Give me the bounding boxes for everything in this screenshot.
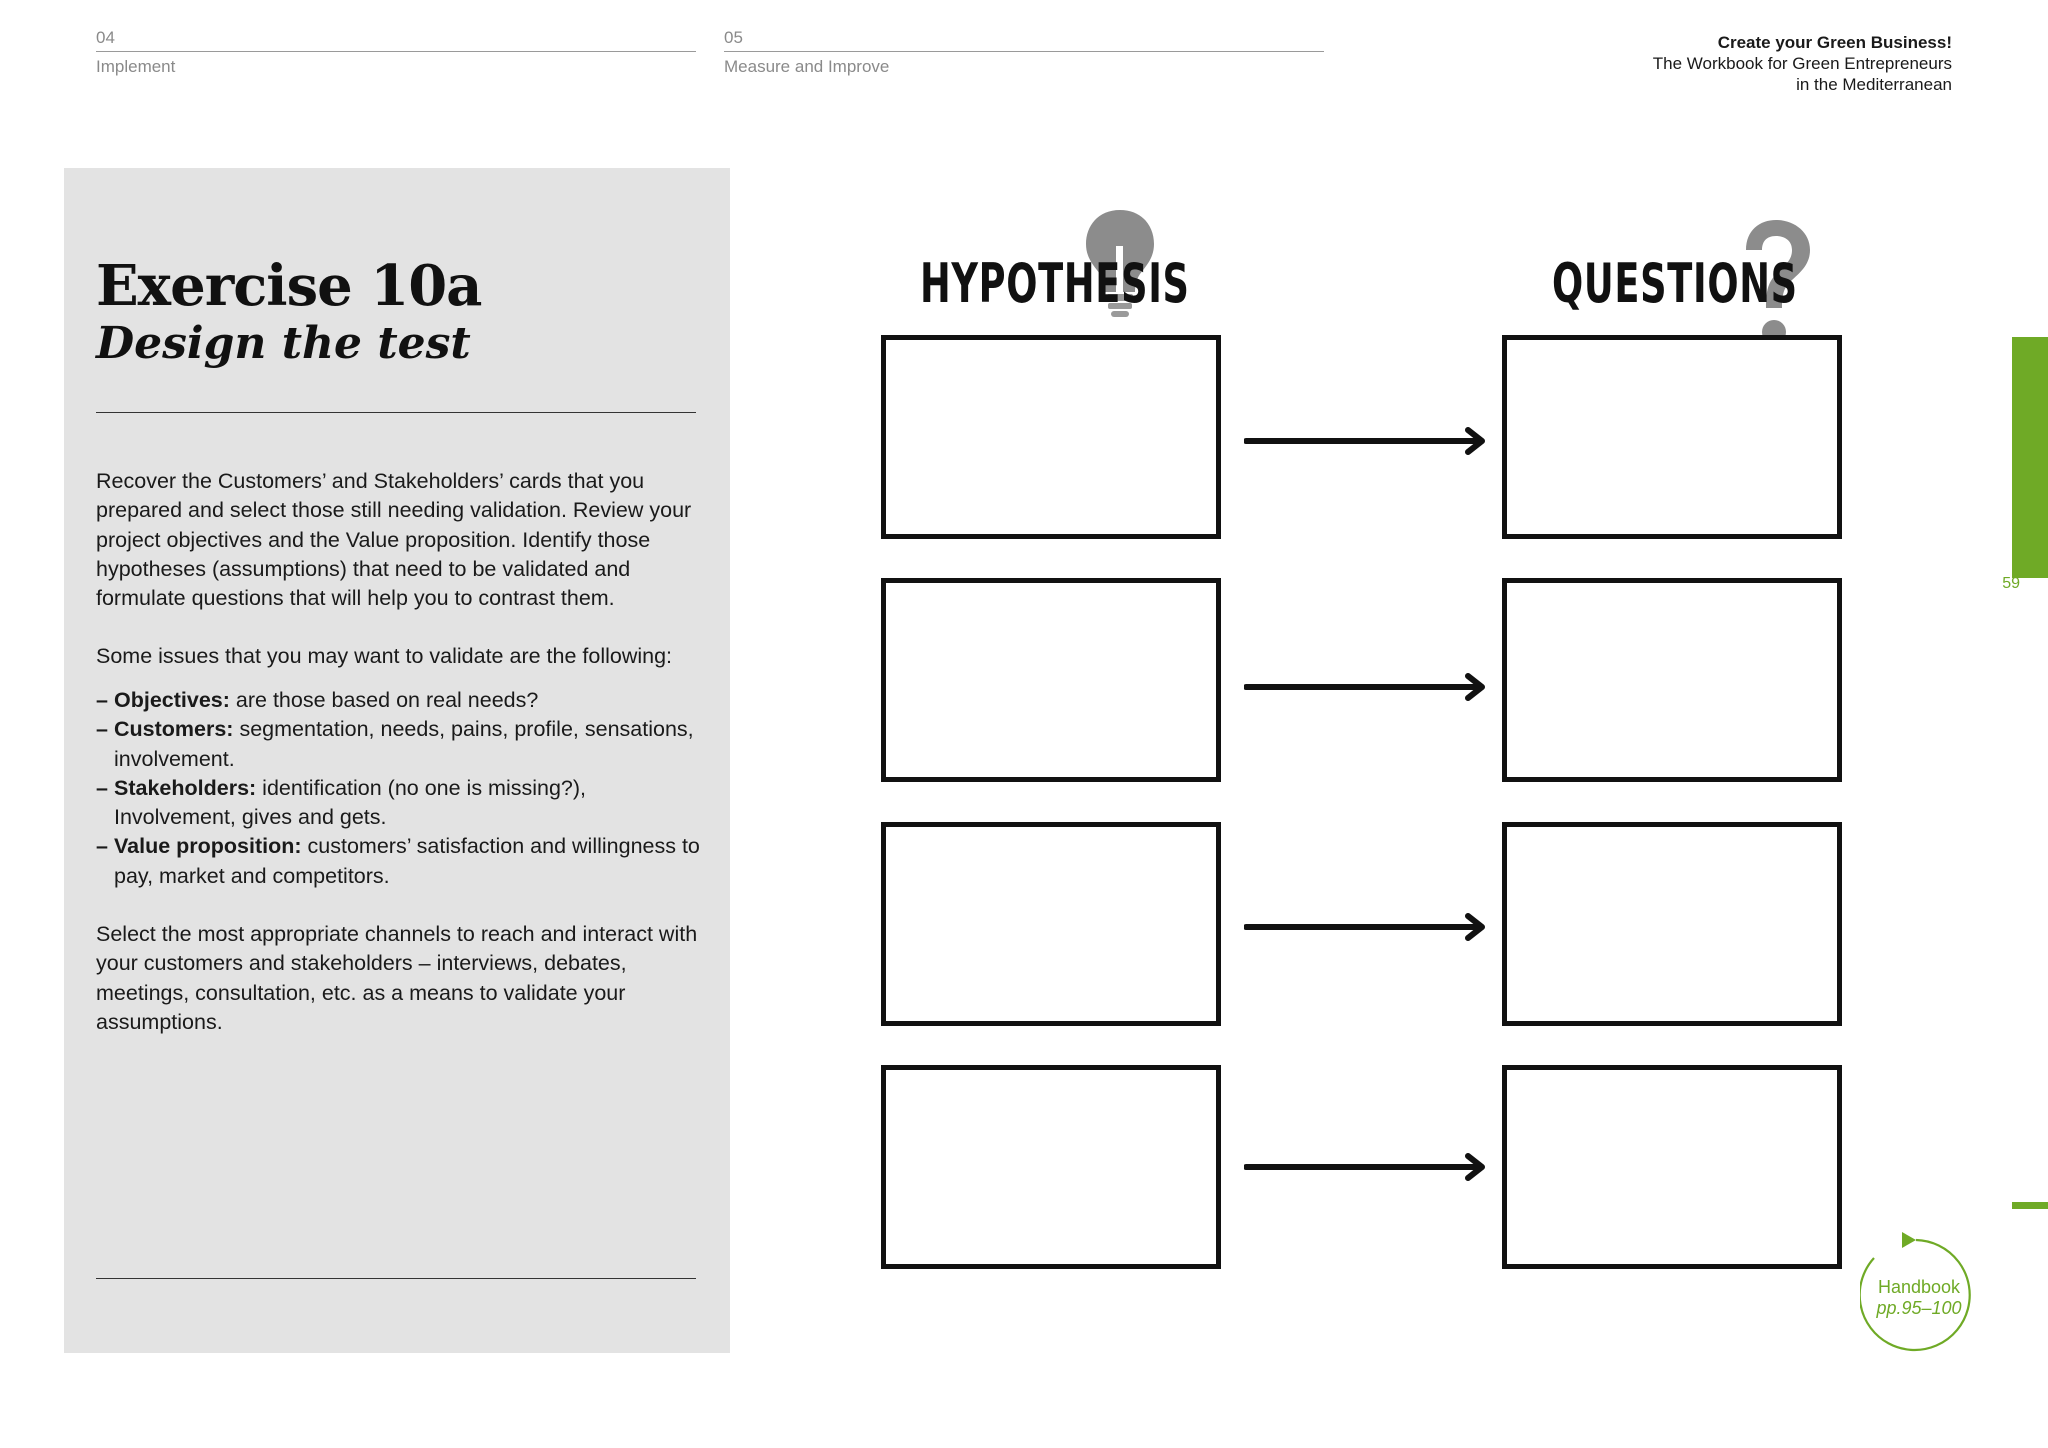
exercise-title: Exercise 10a bbox=[96, 253, 482, 319]
question-box-1[interactable] bbox=[1502, 335, 1842, 539]
section-number-04: 04 bbox=[96, 28, 115, 47]
questions-heading: QUESTIONS bbox=[1552, 252, 1798, 315]
section-label-measure[interactable]: Measure and Improve bbox=[724, 57, 890, 76]
hypothesis-box-3[interactable] bbox=[881, 822, 1221, 1026]
hypothesis-box-4[interactable] bbox=[881, 1065, 1221, 1269]
exercise-subtitle: Design the test bbox=[96, 318, 471, 369]
handbook-label: Handbook bbox=[1877, 1277, 1961, 1297]
handbook-pages: pp.95–100 bbox=[1876, 1298, 1962, 1318]
dash-bullet: – bbox=[96, 688, 108, 712]
section-tab bbox=[2012, 337, 2048, 578]
list-intro: Some issues that you may want to validate are the following: bbox=[96, 644, 673, 669]
hypothesis-box-1[interactable] bbox=[881, 335, 1221, 539]
dash-bullet: – bbox=[96, 834, 108, 859]
divider bbox=[96, 1278, 696, 1279]
issue-text: identification (no one is missing?), Involvement, gives and gets. bbox=[114, 775, 587, 830]
dash-bullet: – bbox=[96, 775, 108, 800]
hypothesis-box-2[interactable] bbox=[881, 578, 1221, 782]
exercise-closing: Select the most appropriate channels to reach and interact with your customers and stakeholders – interviews, debates, meetings, consultation, etc. as a means to validate your assumptions. bbox=[96, 922, 698, 1034]
divider bbox=[96, 412, 696, 413]
question-box-4[interactable] bbox=[1502, 1065, 1842, 1269]
intro-paragraph: Recover the Customers’ and Stakeholders’ cards that you prepared and select those still needing validation. Review your project objectives and the Value proposition. Identify those hypotheses (assumptions) that need to be validated and formulate questions that will help you to contrast them. bbox=[96, 469, 692, 611]
issue-text: are those based on real needs? bbox=[235, 688, 539, 712]
issues-list bbox=[96, 686, 706, 891]
section-label-implement[interactable]: Implement bbox=[96, 57, 176, 76]
list-item bbox=[96, 686, 706, 715]
issue-term: Objectives: bbox=[114, 688, 230, 712]
hypothesis-heading: HYPOTHESIS bbox=[920, 252, 1190, 315]
issue-term: Value proposition: bbox=[114, 834, 302, 859]
page-number: 59 bbox=[2002, 575, 2020, 592]
question-box-2[interactable] bbox=[1502, 578, 1842, 782]
list-item bbox=[96, 715, 706, 774]
book-subtitle: The Workbook for Green Entrepreneurs bbox=[1652, 54, 1952, 73]
list-item bbox=[96, 774, 706, 833]
issue-term: Customers: bbox=[114, 717, 234, 742]
section-marker bbox=[2012, 1202, 2048, 1209]
list-item bbox=[96, 832, 706, 891]
book-title: Create your Green Business! bbox=[1717, 33, 1952, 52]
header-divider bbox=[96, 51, 696, 52]
question-box-3[interactable] bbox=[1502, 822, 1842, 1026]
issue-text: segmentation, needs, pains, profile, sensations, involvement. bbox=[114, 717, 694, 771]
arrow-right-icon bbox=[1244, 912, 1488, 942]
book-title-block bbox=[1653, 32, 1952, 95]
header-divider bbox=[724, 51, 1324, 52]
issue-term: Stakeholders: bbox=[114, 775, 257, 800]
arrow-right-icon bbox=[1244, 1152, 1488, 1182]
dash-bullet: – bbox=[96, 717, 108, 742]
issue-text: customers’ satisfaction and willingness to pay, market and competitors. bbox=[114, 834, 700, 888]
arrow-right-icon bbox=[1244, 426, 1488, 456]
section-number-05: 05 bbox=[724, 28, 743, 47]
exercise-intro bbox=[96, 467, 706, 672]
handbook-reference[interactable] bbox=[1862, 1277, 1976, 1319]
arrow-right-icon bbox=[1244, 672, 1488, 702]
book-subtitle: in the Mediterranean bbox=[1796, 75, 1952, 94]
